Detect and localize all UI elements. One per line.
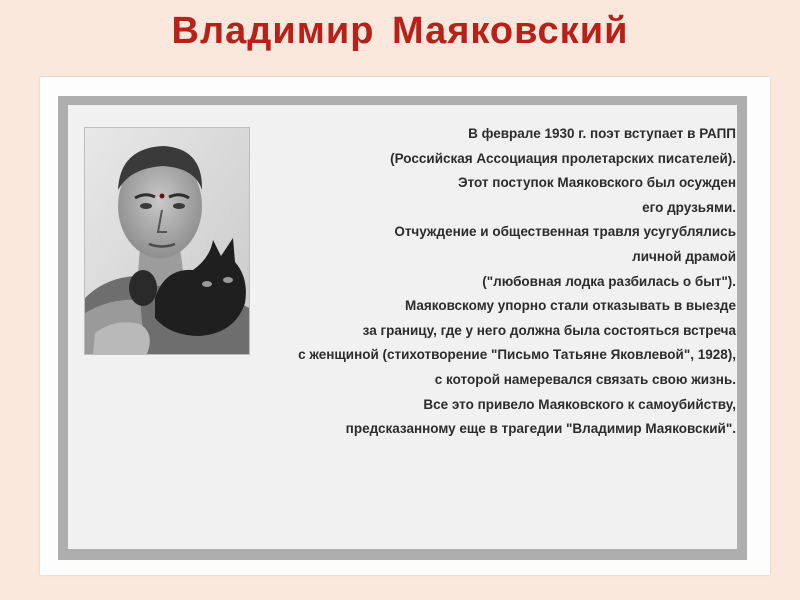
text-line: предсказанному еще в трагедии "Владимир Маяковский". [345,421,736,437]
card-frame [58,96,747,560]
text-line: (Российская Ассоциация пролетарских писателей). [390,150,736,166]
text-line: Отчуждение и общественная травля усугублялись [394,224,736,240]
text-line: В феврале 1930 г. поэт вступает в РАПП [468,126,736,141]
card-panel [68,105,737,549]
text-line: Маяковскому упорно стали отказывать в выезде [404,298,736,314]
content-card [40,77,770,575]
text-line: ("любовная лодка разбилась о быт"). [482,273,736,289]
text-line: Этот поступок Маяковского был осужден [457,175,736,191]
text-line: с женщиной (стихотворение "Письмо Татьяне Яковлевой", 1928), [298,347,736,363]
slide-title: Владимир Маяковский [171,10,629,52]
text-line: его друзьями. [642,199,736,215]
text-line: с которой намеревался связать свою жизнь. [434,371,736,387]
text-line: личной драмой [632,248,736,264]
text-line: за границу, где у него должна была состояться встреча [362,322,736,338]
text-block [128,122,736,442]
text-line: Все это привело Маяковского к самоубийству, [423,396,736,412]
